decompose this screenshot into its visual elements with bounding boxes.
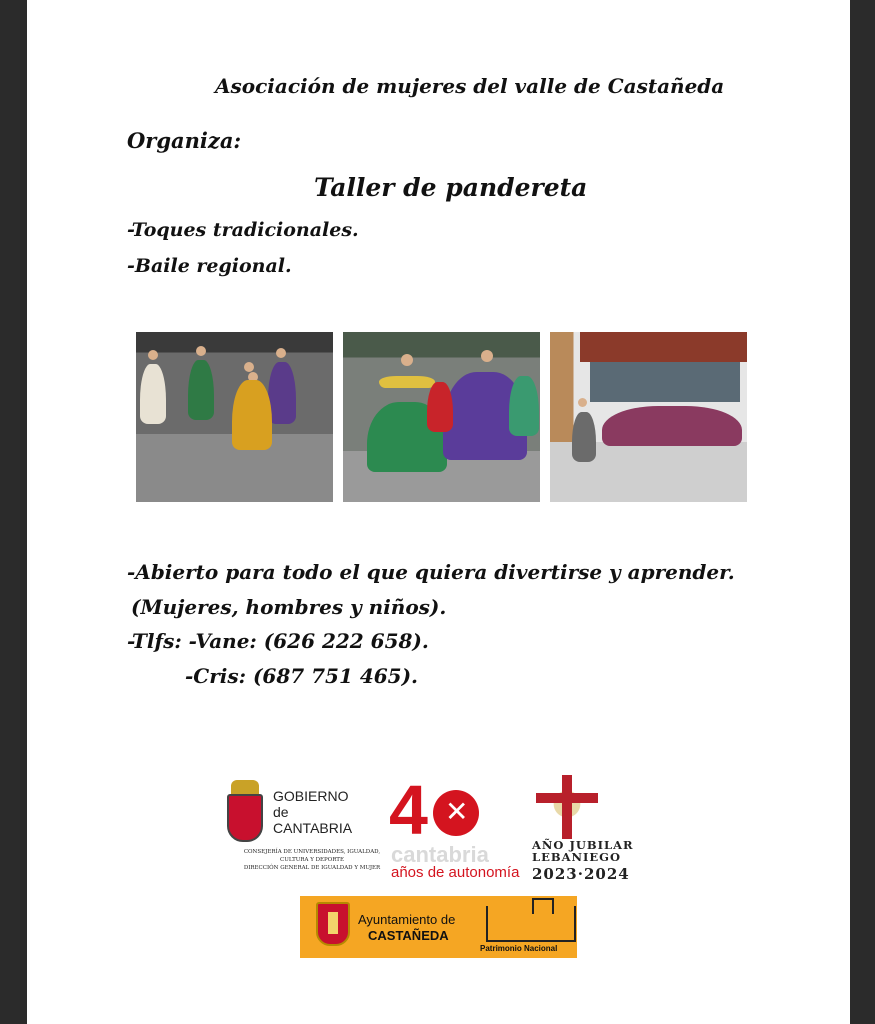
item-toques: -Toques tradicionales. [127,219,359,241]
event-title: Taller de pandereta [314,173,588,202]
gobierno-cantabria-logo: GOBIERNO de CANTABRIA CONSEJERÍA DE UNIVERSIDADES, IGUALDAD, CULTURA Y DEPORTE DIRECCIÓN GENERAL DE IGUALDAD Y MUJER [227,780,397,880]
organiza-label: Organiza: [127,128,242,153]
dance-photo-3 [550,332,747,502]
item-baile: -Baile regional. [127,255,292,277]
ayuntamiento-castaneda-logo: Ayuntamiento de CASTAÑEDA Patrimonio Nacional [300,896,577,958]
info-audience: (Mujeres, hombres y niños). [131,595,447,619]
cross-icon [562,775,572,839]
dance-photo-2 [343,332,540,502]
castaneda-shield-icon [316,902,350,946]
cantabria-shield-icon [227,794,263,842]
info-open: -Abierto para todo el que quiera divertirse y aprender. [127,560,735,584]
info-phone-cris: -Cris: (687 751 465). [185,664,419,688]
dance-photo-1 [136,332,333,502]
cantabria-40-logo: 4 ✕ cantabria años de autonomía [389,771,520,881]
crown-icon [231,780,259,794]
cantabria-40-zero-icon: ✕ [433,790,479,836]
info-phone-vane: -Tlfs: -Vane: (626 222 658). [127,629,429,653]
ano-jubilar-logo: AÑO JUBILAR LEBANIEGO 2023·2024 [532,773,667,888]
church-icon [486,906,576,942]
association-name: Asociación de mujeres del valle de Castañeda [215,74,725,98]
poster-page [27,0,850,1024]
